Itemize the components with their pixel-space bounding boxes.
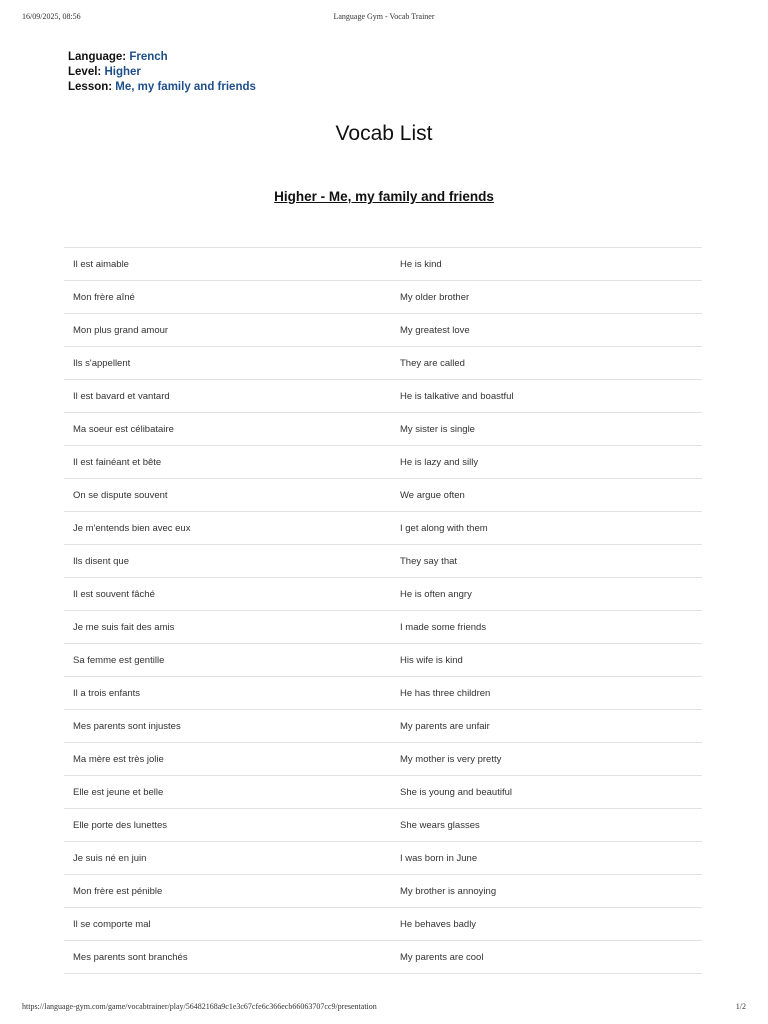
vocab-french: Elle est jeune et belle — [64, 776, 391, 809]
vocab-row — [64, 677, 702, 710]
vocab-french: Mon frère aîné — [64, 281, 391, 314]
vocab-row — [64, 809, 702, 842]
vocab-row — [64, 743, 702, 776]
vocab-row — [64, 380, 702, 413]
vocab-row — [64, 512, 702, 545]
vocab-french: Je me suis fait des amis — [64, 611, 391, 644]
vocab-english: My parents are cool — [391, 941, 702, 974]
vocab-english: My older brother — [391, 281, 702, 314]
vocab-english: My sister is single — [391, 413, 702, 446]
print-footer — [0, 1002, 768, 1014]
language-label: Language: — [68, 51, 127, 63]
vocab-row — [64, 347, 702, 380]
vocab-english: He is lazy and silly — [391, 446, 702, 479]
vocab-english: She is young and beautiful — [391, 776, 702, 809]
vocab-english: He has three children — [391, 677, 702, 710]
vocab-french: On se dispute souvent — [64, 479, 391, 512]
vocab-english: My greatest love — [391, 314, 702, 347]
vocab-row — [64, 446, 702, 479]
vocab-row — [64, 314, 702, 347]
vocab-row — [64, 644, 702, 677]
vocab-row — [64, 875, 702, 908]
vocab-english: They are called — [391, 347, 702, 380]
vocab-french: Il a trois enfants — [64, 677, 391, 710]
vocab-row — [64, 710, 702, 743]
vocab-french: Ma soeur est célibataire — [64, 413, 391, 446]
page-title: Vocab List — [335, 122, 433, 145]
vocab-row — [64, 545, 702, 578]
print-header — [0, 12, 768, 24]
lesson-label: Lesson: — [68, 81, 113, 93]
vocab-row — [64, 578, 702, 611]
print-timestamp: 16/09/2025, 08:56 — [22, 12, 81, 21]
vocab-french: Il est aimable — [64, 248, 391, 281]
level-value: Higher — [104, 66, 141, 78]
vocab-row — [64, 776, 702, 809]
vocab-french: Je suis né en juin — [64, 842, 391, 875]
language-row — [68, 50, 256, 65]
vocab-english: He behaves badly — [391, 908, 702, 941]
vocab-row — [64, 281, 702, 314]
vocab-english: My mother is very pretty — [391, 743, 702, 776]
vocab-english: My parents are unfair — [391, 710, 702, 743]
vocab-english: His wife is kind — [391, 644, 702, 677]
vocab-english: She wears glasses — [391, 809, 702, 842]
lesson-value: Me, my family and friends — [115, 81, 256, 93]
language-value: French — [129, 51, 168, 63]
vocab-english: I was born in June — [391, 842, 702, 875]
vocab-french: Sa femme est gentille — [64, 644, 391, 677]
vocab-row — [64, 941, 702, 974]
vocab-row — [64, 908, 702, 941]
level-label: Level: — [68, 66, 102, 78]
vocab-french: Elle porte des lunettes — [64, 809, 391, 842]
vocab-english: He is talkative and boastful — [391, 380, 702, 413]
vocab-french: Mon frère est pénible — [64, 875, 391, 908]
vocab-french: Mes parents sont branchés — [64, 941, 391, 974]
vocab-row — [64, 479, 702, 512]
vocab-row — [64, 413, 702, 446]
vocab-french: Ils disent que — [64, 545, 391, 578]
vocab-row — [64, 842, 702, 875]
print-page-number: 1/2 — [735, 1002, 746, 1011]
vocab-french: Il est fainéant et bête — [64, 446, 391, 479]
vocab-table-body — [64, 248, 702, 974]
vocab-row — [64, 611, 702, 644]
vocab-french: Mon plus grand amour — [64, 314, 391, 347]
vocab-french: Il est souvent fâché — [64, 578, 391, 611]
vocab-english: My brother is annoying — [391, 875, 702, 908]
vocab-french: Je m'entends bien avec eux — [64, 512, 391, 545]
print-page-title: Language Gym - Vocab Trainer — [333, 12, 435, 21]
vocab-french: Ma mère est très jolie — [64, 743, 391, 776]
vocab-english: I made some friends — [391, 611, 702, 644]
vocab-english: We argue often — [391, 479, 702, 512]
level-row — [68, 65, 256, 80]
vocab-english: I get along with them — [391, 512, 702, 545]
vocab-english: He is often angry — [391, 578, 702, 611]
vocab-list-heading: Higher - Me, my family and friends — [274, 189, 494, 204]
vocab-french: Mes parents sont injustes — [64, 710, 391, 743]
vocab-row — [64, 248, 702, 281]
vocab-french: Il est bavard et vantard — [64, 380, 391, 413]
vocab-french: Ils s'appellent — [64, 347, 391, 380]
lesson-meta — [68, 50, 256, 95]
vocab-english: He is kind — [391, 248, 702, 281]
vocab-table — [64, 247, 702, 974]
vocab-english: They say that — [391, 545, 702, 578]
vocab-french: Il se comporte mal — [64, 908, 391, 941]
print-url: https://language-gym.com/game/vocabtrainer/play/56482168a9c1e3c67cfe6c366ecb66063707cc9/presentation — [22, 1002, 377, 1011]
lesson-row — [68, 80, 256, 95]
